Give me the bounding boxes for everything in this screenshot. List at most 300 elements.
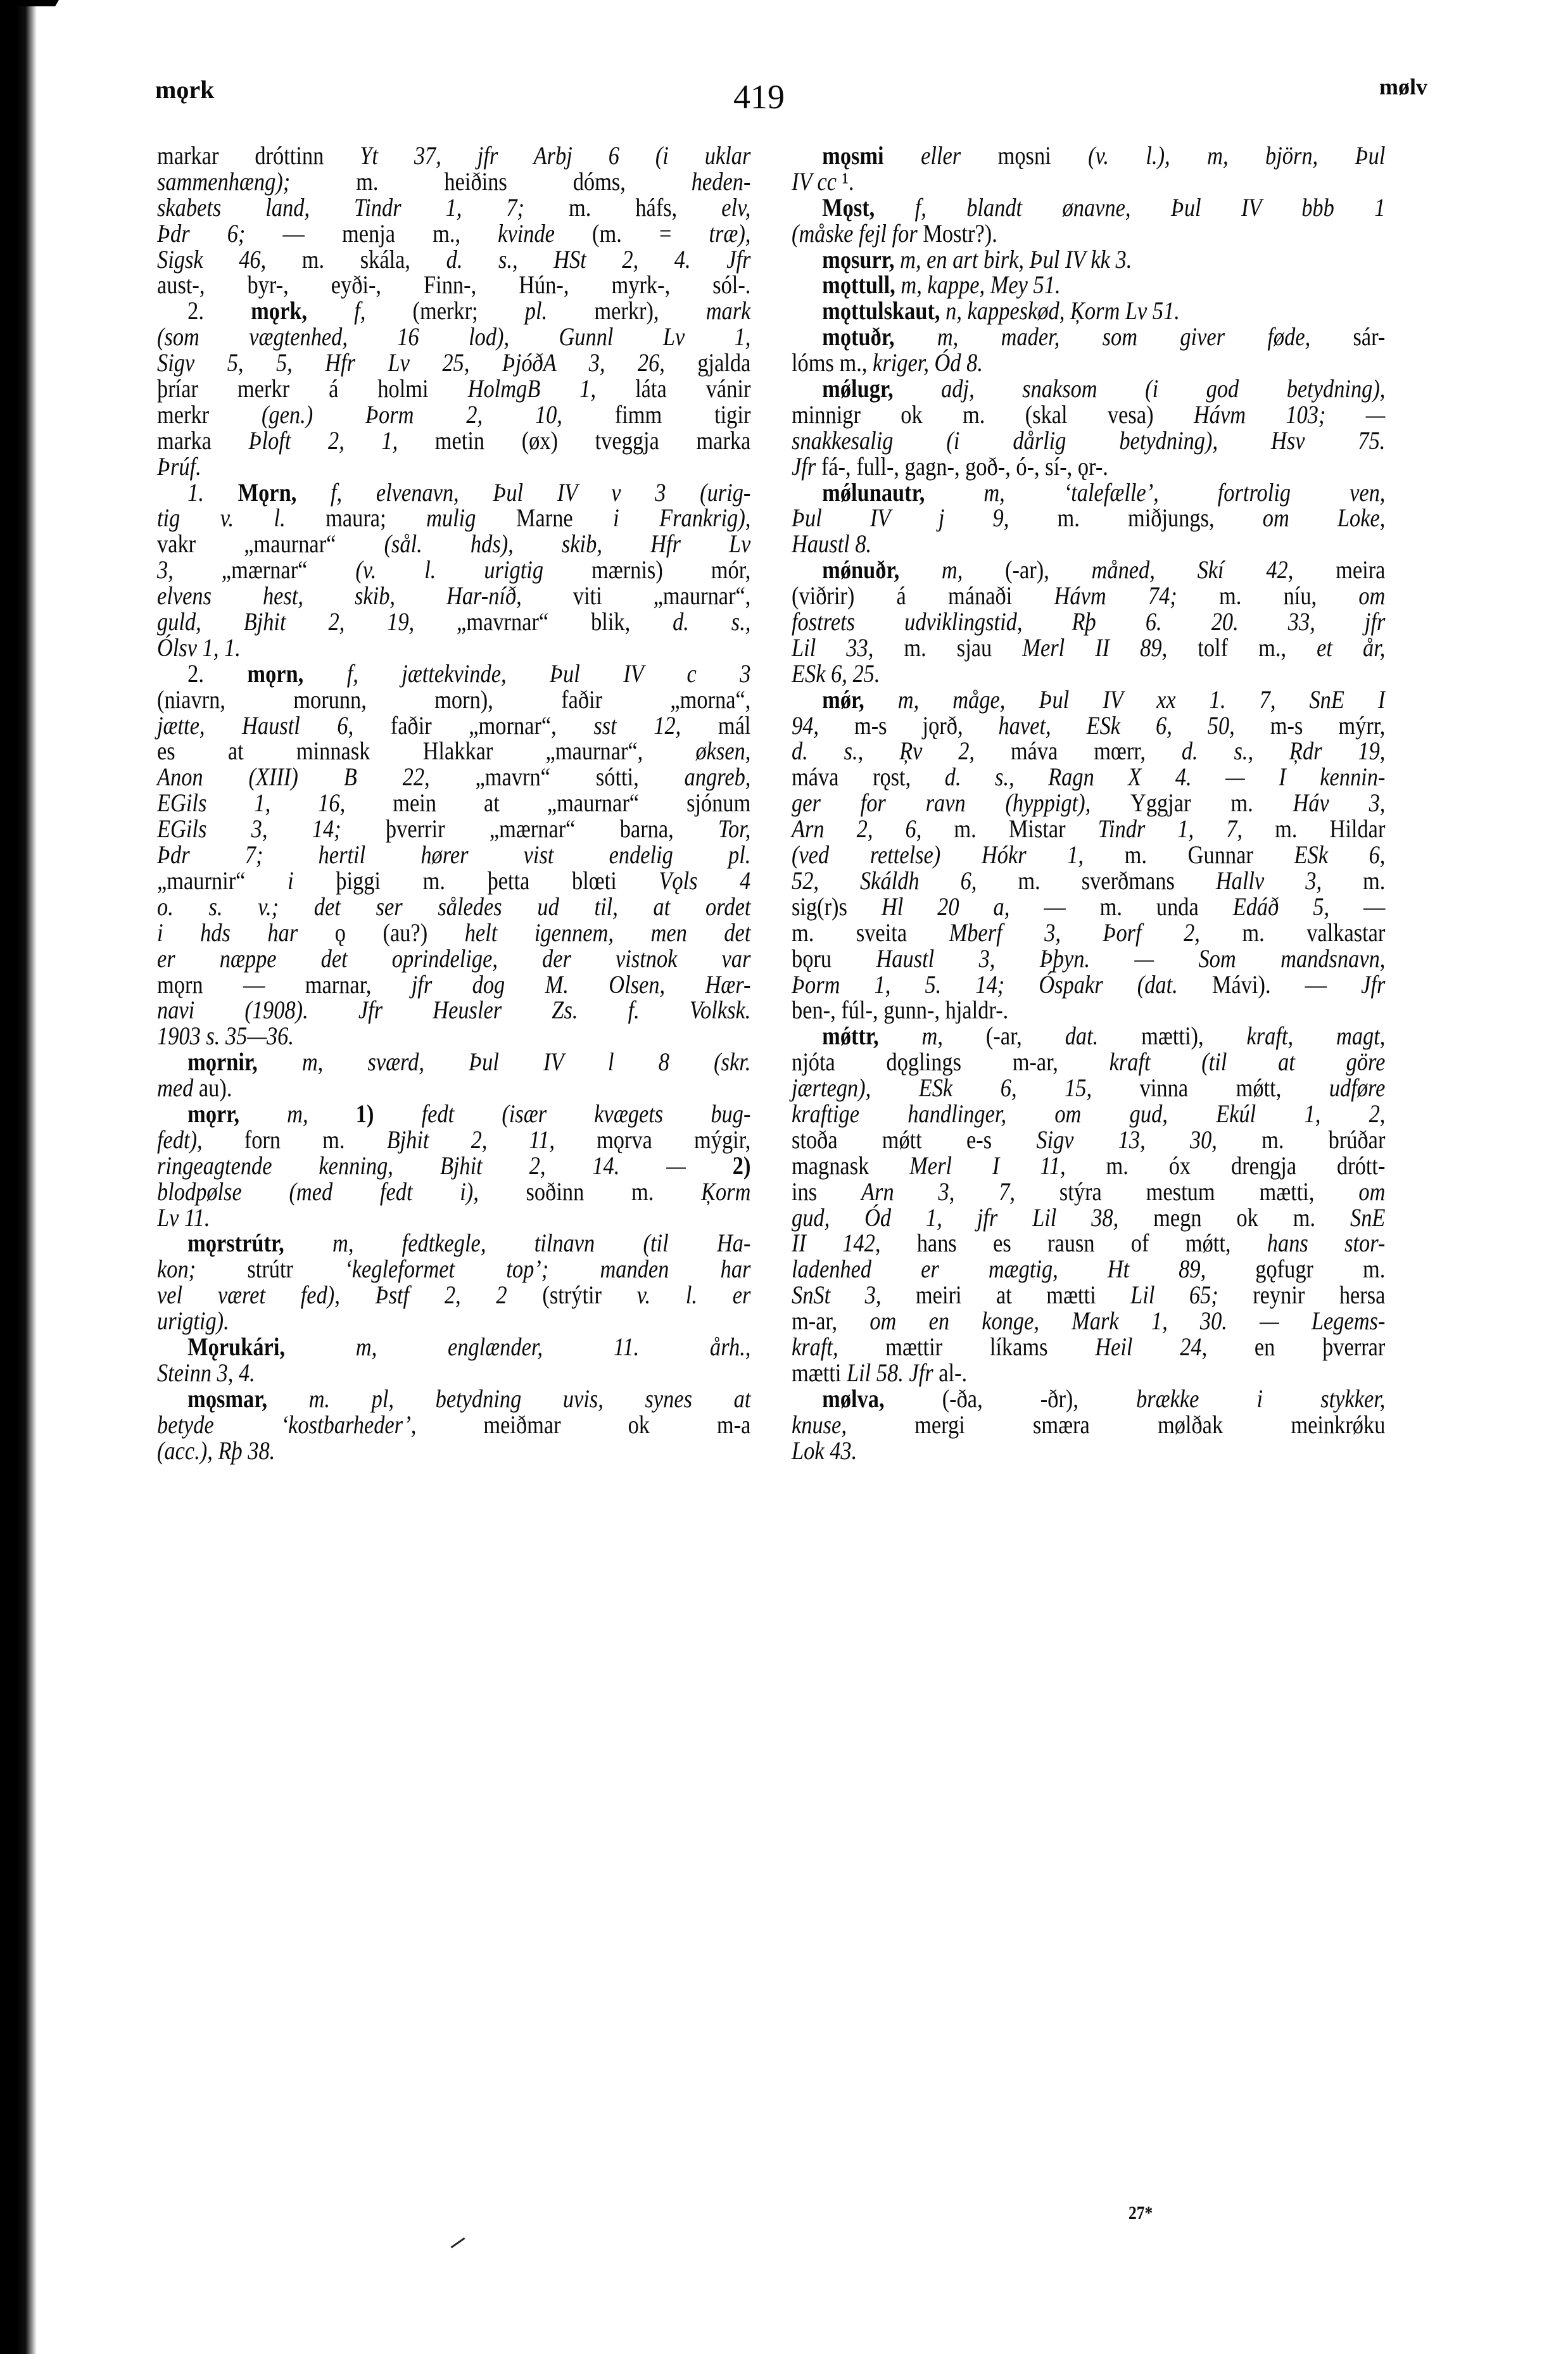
italic-text: o. s. v.; det ser således ud til, at ordet <box>157 892 751 921</box>
text-line <box>157 324 750 350</box>
text-line <box>157 661 750 687</box>
roman-text: m. óx drengja drótt- <box>1106 1151 1386 1180</box>
roman-text: m. sverðmans <box>1018 866 1216 895</box>
headword: mǫsmar, <box>187 1384 309 1413</box>
italic-text: d. s., Ŗv 2, <box>792 737 1011 766</box>
headword: mǫsmi <box>822 141 921 170</box>
text-line <box>792 195 1385 221</box>
italic-text: Sigv 13, 30, <box>1036 1125 1262 1154</box>
italic-text: fedt (især kvægets bug- <box>421 1099 751 1128</box>
italic-text: m, fedtkegle, tilnavn (til Ha- <box>332 1229 751 1258</box>
italic-text: Þdr 7; hertil hører vist endelig pl. <box>157 840 751 870</box>
roman-text: aust-, byr-, eyði-, Finn-, Hún-, myrk-, sól-. <box>157 270 751 300</box>
italic-text: Hl 20 a, <box>881 892 1044 921</box>
italic-text: m, englænder, 11. årh., <box>355 1332 751 1361</box>
roman-text: meiðmar ok m-a <box>483 1410 751 1439</box>
italic-text: Þloft 2, 1, <box>248 426 435 455</box>
italic-text: d. s., Ragn X 4. — I kennin- <box>944 763 1386 792</box>
roman-text: gǫfugr m. <box>1255 1255 1386 1284</box>
roman-text: (merkr; <box>412 296 525 326</box>
roman-text: vinna mǿtt, <box>1139 1073 1329 1103</box>
text-line <box>157 842 750 868</box>
italic-text: m, måge, Þul IV xx 1. 7, SnE I <box>897 685 1386 714</box>
italic-text: kraft, <box>792 1332 886 1361</box>
roman-text: viti „maurnar“, <box>572 581 751 611</box>
italic-text: jfr dog M. Olsen, Hær- <box>411 970 751 999</box>
text-line <box>792 1153 1385 1179</box>
roman-text: „mærnar“ <box>221 555 356 585</box>
italic-text: helt igennem, men det <box>464 918 751 947</box>
roman-text: mergi smæra mølðak meinkrǿku <box>914 1410 1386 1439</box>
italic-text: (ved rettelse) Hókr 1, <box>792 840 1125 870</box>
italic-text: ESk 6, 25. <box>792 659 880 688</box>
roman-text: m. <box>1363 866 1386 895</box>
italic-text: eller <box>921 141 998 170</box>
text-line <box>157 1049 750 1075</box>
italic-text: EGils 3, 14; <box>157 814 386 844</box>
headword: mǿnuðr, <box>822 555 942 585</box>
text-line <box>792 1179 1385 1205</box>
roman-text: m. heiðins dóms, <box>356 167 692 196</box>
roman-text: meira <box>1336 555 1386 585</box>
text-line <box>157 1023 750 1049</box>
text-line <box>157 1153 750 1179</box>
italic-text: vel været fed), Þstf 2, 2 <box>157 1281 543 1310</box>
italic-text: m. pl, betydning uvis, synes at <box>308 1384 751 1413</box>
headword: mǫrk, <box>251 296 355 326</box>
text-line <box>792 1231 1385 1256</box>
italic-text: m, <box>287 1099 356 1128</box>
stray-ink-mark <box>450 2237 465 2248</box>
text-line <box>157 738 750 764</box>
italic-text: fostrets udviklingstid, Rþ 6. 20. 33, jfr <box>792 607 1386 636</box>
roman-text: merkr <box>157 400 262 429</box>
text-line <box>157 1179 750 1205</box>
headword: mǫsurr, <box>822 244 901 274</box>
text-line <box>157 1101 750 1127</box>
text-line <box>157 635 750 661</box>
italic-text: II 142, <box>792 1229 917 1258</box>
text-line <box>157 1231 750 1256</box>
text-line <box>792 790 1385 816</box>
roman-text: sig(r)s <box>792 892 882 921</box>
italic-text: 1. <box>187 478 238 507</box>
italic-text: er næppe det oprindelige, der vistnok var <box>157 944 751 973</box>
text-line <box>792 687 1385 713</box>
italic-text: Heil 24, <box>1095 1332 1255 1361</box>
roman-text: stýra mestum mætti, <box>1059 1177 1359 1206</box>
italic-text: Lil 65; <box>1130 1281 1253 1310</box>
roman-text: lóms m., <box>792 348 873 377</box>
italic-text: m, kappe, Mey 51. <box>901 270 1061 300</box>
text-line <box>792 505 1385 531</box>
text-line <box>157 868 750 894</box>
signature-mark: 27* <box>1129 2203 1153 2224</box>
italic-text: hans stor- <box>1267 1229 1386 1258</box>
roman-text: meiri at mætti <box>915 1281 1131 1310</box>
italic-text: HolmgB 1, <box>467 374 636 403</box>
text-line <box>792 609 1385 635</box>
left-guide-word: mǫrk <box>155 75 215 104</box>
italic-text: d. s., Ŗdr 19, <box>1181 737 1386 766</box>
roman-text: — <box>1363 892 1386 921</box>
roman-text: hans es rausn of mǿtt, <box>916 1229 1267 1258</box>
italic-text: sammenhæng); <box>157 167 357 196</box>
text-line <box>157 1334 750 1360</box>
italic-text: kon; <box>157 1255 248 1284</box>
roman-text: mǫsni <box>997 141 1089 170</box>
italic-text: Lv 11. <box>157 1203 210 1232</box>
roman-text: m. sjau <box>904 633 1023 662</box>
roman-text: mǫrva mýgir, <box>597 1125 751 1154</box>
text-line <box>792 635 1385 661</box>
text-line <box>792 920 1385 946</box>
italic-text: m, ‘talefælle’, fortrolig ven, <box>983 478 1386 507</box>
roman-text: forn m. <box>244 1125 387 1154</box>
italic-text: m, sværd, Þul IV l 8 (skr. <box>301 1047 751 1077</box>
text-line <box>157 531 750 557</box>
italic-text: et år, <box>1317 633 1386 662</box>
roman-text: Marne <box>515 503 614 533</box>
text-line <box>792 1412 1385 1438</box>
italic-text: 3, <box>157 555 222 585</box>
roman-text: magnask <box>792 1151 910 1180</box>
text-line <box>792 842 1385 868</box>
italic-text: jærtegn), ESk 6, 15, <box>792 1073 1140 1103</box>
text-line <box>792 1023 1385 1049</box>
text-line <box>157 272 750 298</box>
roman-text: m-s mýrr, <box>1270 711 1386 740</box>
italic-text: m, en art birk, Þul IV kk 3. <box>900 244 1132 274</box>
text-line <box>792 1049 1385 1075</box>
italic-text: Sigsk 46, <box>157 244 302 274</box>
italic-text: Arn 3, 7, <box>861 1177 1059 1206</box>
italic-text: betyde ‘kostbarheder’, <box>157 1410 484 1439</box>
italic-text: Lil 58. Jfr <box>846 1358 939 1387</box>
italic-text: Merl I 11, <box>909 1151 1106 1180</box>
roman-text: minnigr ok m. (skal vesa) <box>792 400 1194 429</box>
italic-text: ringeagtende kenning, Bjhit 2, 14. — <box>157 1151 733 1180</box>
right-guide-word: mølv <box>1379 74 1427 99</box>
italic-text: Yt 37, jfr Arbj 6 (i uklar <box>360 141 751 170</box>
italic-text: (sål. hds), skib, Hfr Lv <box>384 529 751 559</box>
headword: 2) <box>732 1151 751 1180</box>
text-line <box>792 480 1385 506</box>
text-line <box>157 1386 750 1412</box>
roman-text: njóta dǫglings m-ar, <box>792 1047 1110 1077</box>
text-line <box>792 997 1385 1023</box>
roman-text: — m. unda <box>1044 892 1233 921</box>
text-line <box>157 790 750 816</box>
roman-text: (-ar), <box>1005 555 1092 585</box>
roman-text: metin (øx) tveggja marka <box>434 426 751 455</box>
roman-text: máva rǫst, <box>792 763 945 792</box>
roman-text: m-ar, <box>792 1307 870 1336</box>
roman-text: (-ar, <box>985 1022 1065 1051</box>
italic-text: mulig <box>426 503 516 533</box>
headword: mǿlugr, <box>822 374 942 403</box>
text-line <box>157 376 750 402</box>
italic-text: kraft (til at göre <box>1109 1047 1386 1077</box>
text-line <box>157 350 750 376</box>
text-line <box>792 350 1385 376</box>
text-line <box>157 997 750 1023</box>
roman-text: mætti <box>792 1358 847 1387</box>
roman-text: (viðrir) á mánaði <box>792 581 1054 611</box>
italic-text: Ķorm <box>701 1177 751 1206</box>
text-line <box>157 1438 750 1464</box>
text-line <box>157 1308 750 1334</box>
roman-text: stoða mǿtt e-s <box>792 1125 1037 1154</box>
italic-text: i hds har <box>157 918 335 947</box>
italic-text: mark <box>705 296 751 326</box>
roman-text: Yggjar m. <box>1130 788 1293 818</box>
text-line <box>157 505 750 531</box>
text-line <box>792 661 1385 687</box>
italic-text: Hávm 74; <box>1054 581 1219 611</box>
italic-text: jætte, Haustl 6, <box>157 711 391 740</box>
italic-text: øksen, <box>695 737 751 766</box>
italic-text: med <box>157 1073 199 1103</box>
text-line <box>792 428 1385 454</box>
text-line <box>792 1334 1385 1360</box>
roman-text: m. Gunnar <box>1124 840 1294 870</box>
text-line <box>157 583 750 609</box>
italic-text: i <box>288 866 336 895</box>
text-line <box>792 218 1385 248</box>
roman-text: m-s jǫrð, <box>854 711 999 740</box>
italic-text: 1903 s. 35—36. <box>157 1022 294 1051</box>
italic-text: Hallv 3, <box>1215 866 1363 895</box>
italic-text: snakkesalig (i dårlig betydning), Hsv 75. <box>792 426 1386 455</box>
roman-text: þríar merkr á holmi <box>157 374 468 403</box>
headword: mǫttull, <box>822 270 901 300</box>
roman-text: m. Mistar <box>954 814 1098 844</box>
scan-binding-edge <box>0 0 37 2354</box>
roman-text: ben-, fúl-, gunn-, hjaldr-. <box>792 996 1009 1025</box>
text-line <box>792 1308 1385 1334</box>
roman-text: m. miðjungs, <box>1057 503 1263 533</box>
italic-text: pl. <box>524 296 595 326</box>
roman-text: mál <box>718 711 751 740</box>
italic-text: gud, Ód 1, jfr Lil 38, <box>792 1203 1154 1232</box>
roman-text: m. níu, <box>1218 581 1359 611</box>
italic-text: Haustl 3, Þþyn. — Som mandsnavn, <box>876 944 1386 973</box>
roman-text: al-. <box>939 1358 968 1387</box>
text-line <box>792 298 1385 324</box>
left-column <box>157 143 750 1464</box>
text-line <box>792 713 1385 739</box>
roman-text: (strýtir <box>542 1281 637 1310</box>
text-line <box>157 816 750 842</box>
roman-text: — menja m., <box>282 218 498 248</box>
italic-text: om <box>1358 1177 1386 1206</box>
text-line <box>157 298 750 324</box>
text-line <box>792 894 1385 920</box>
italic-text: (v. l.), m, björn, Þul <box>1088 141 1386 170</box>
italic-text: tig v. l. <box>157 503 326 533</box>
italic-text: skabets land, Tindr 1, 7; <box>157 193 569 222</box>
roman-text: 2. <box>187 659 248 688</box>
text-line <box>792 1386 1385 1412</box>
text-line <box>157 1205 750 1231</box>
roman-text: sár- <box>1353 322 1386 351</box>
italic-text: Ólsv 1, 1. <box>157 633 241 662</box>
italic-text: om en konge, Mark 1, 30. — Legems- <box>869 1307 1386 1336</box>
italic-text: Mberf 3, Þorf 2, <box>949 918 1242 947</box>
italic-text: d. s., <box>673 607 751 636</box>
roman-text: máva mœrr, <box>1010 737 1182 766</box>
italic-text: Lil 33, <box>792 633 904 662</box>
roman-text: láta vánir <box>635 374 751 403</box>
text-line <box>792 764 1385 790</box>
italic-text: om Loke, <box>1262 503 1386 533</box>
text-line <box>157 169 750 195</box>
italic-text: kvinde <box>498 218 593 248</box>
text-line <box>792 868 1385 894</box>
roman-text: mǫrn — marnar, <box>157 970 412 999</box>
roman-text: au). <box>198 1073 232 1103</box>
italic-text: (gen.) Þorm 2, 10, <box>261 400 615 429</box>
italic-text: Hávm 103; — <box>1193 400 1386 429</box>
italic-text: m, <box>941 555 1006 585</box>
roman-text: Mostr?). <box>923 218 997 248</box>
roman-text: „mavrnar“ blik, <box>457 607 673 636</box>
roman-text: es at minnask Hlakkar „maurnar“, <box>157 737 696 766</box>
roman-text: vakr „maurnar“ <box>157 529 384 559</box>
italic-text: elvens hest, skib, Har-níð, <box>157 581 573 611</box>
italic-text: Steinn 3, 4. <box>157 1358 255 1387</box>
italic-text: kriger, Ód 8. <box>873 348 983 377</box>
italic-text: 94, <box>792 711 854 740</box>
headword: mǿlunautr, <box>822 478 984 507</box>
roman-text: reynir hersa <box>1253 1281 1386 1310</box>
roman-text: maura; <box>326 503 427 533</box>
italic-text: 52, Skáldh 6, <box>792 866 1018 895</box>
text-line <box>157 687 750 713</box>
text-line <box>792 169 1385 195</box>
italic-text: adj, snaksom (i god betydning), <box>941 374 1386 403</box>
roman-text: gjalda <box>697 348 751 377</box>
roman-text: Mávi). — <box>1211 970 1362 999</box>
italic-text: v. l. er <box>636 1281 751 1310</box>
roman-text: þiggi m. þetta blœti <box>336 866 659 895</box>
roman-text: m. skála, <box>301 244 446 274</box>
headword: mǫrr, <box>187 1099 288 1128</box>
text-line <box>792 557 1385 583</box>
roman-text: mættir líkams <box>885 1332 1096 1361</box>
text-line <box>157 946 750 972</box>
text-line <box>157 428 750 454</box>
italic-text: måned, Skí 42, <box>1091 555 1336 585</box>
roman-text: en þverrar <box>1254 1332 1386 1361</box>
roman-text: m. sveita <box>792 918 949 947</box>
roman-text: merkr), <box>594 296 706 326</box>
text-line <box>792 1101 1385 1127</box>
italic-text: fedt), <box>157 1125 244 1154</box>
italic-text: Edáð 5, <box>1232 892 1363 921</box>
italic-text: Anon (XIII) B 22, <box>157 763 476 792</box>
italic-text: Arn 2, 6, <box>792 814 954 844</box>
text-line <box>792 402 1385 428</box>
italic-text: Jfr <box>792 452 821 481</box>
italic-text: blodpølse (med fedt i), <box>157 1177 526 1206</box>
italic-text: sst 12, <box>593 711 718 740</box>
text-line <box>792 1360 1385 1386</box>
text-line <box>792 1127 1385 1153</box>
roman-text: mein at „maurnar“ sjónum <box>393 788 751 818</box>
italic-text: EGils 1, 16, <box>157 788 393 818</box>
italic-text: træ), <box>709 218 751 248</box>
roman-text: 2. <box>187 296 251 326</box>
text-line <box>157 557 750 583</box>
page-number: 419 <box>733 78 785 116</box>
italic-text: (v. l. urigtig <box>355 555 592 585</box>
text-line <box>792 1075 1385 1101</box>
roman-text: fimm tigir <box>614 400 751 429</box>
italic-text: SnE <box>1350 1203 1386 1232</box>
text-line <box>792 738 1385 764</box>
italic-text: ger for ravn (hyppigt), <box>792 788 1130 818</box>
roman-text: (m. = <box>592 218 709 248</box>
headword: 1) <box>355 1099 422 1128</box>
headword: mǫttulskaut, <box>822 296 946 326</box>
text-line <box>792 244 1385 274</box>
italic-text: Tindr 1, 7, <box>1097 814 1275 844</box>
text-line <box>157 1127 750 1153</box>
roman-text: strútr <box>247 1255 345 1284</box>
headword: mǫrn, <box>247 659 347 688</box>
text-line <box>157 480 750 506</box>
text-line <box>157 713 750 739</box>
text-line <box>157 244 751 274</box>
headword: mǫtuðr, <box>822 322 937 351</box>
roman-text: „maurnir“ <box>157 866 288 895</box>
italic-text: f, elvenavn, Þul IV v 3 (urig- <box>330 478 751 507</box>
text-line <box>792 531 1385 557</box>
text-line <box>792 816 1385 842</box>
headword: mǿttr, <box>822 1022 922 1051</box>
text-line <box>157 894 750 920</box>
roman-text: ǫ (au?) <box>334 918 465 947</box>
headword: mølva, <box>822 1384 942 1413</box>
text-line <box>157 1360 750 1386</box>
italic-text: Þdr 6; <box>157 218 283 248</box>
text-line <box>157 1412 750 1438</box>
text-line <box>792 1282 1385 1308</box>
roman-text: (niavrn, morunn, morn), faðir „morna“, <box>157 685 751 714</box>
roman-text: mætti), <box>1141 1022 1247 1051</box>
italic-text: m, <box>921 1022 986 1051</box>
italic-text: kraft, magt, <box>1246 1022 1386 1051</box>
italic-text: dat. <box>1065 1022 1142 1051</box>
italic-text: Lok 43. <box>792 1436 857 1465</box>
italic-text: urigtig). <box>157 1307 229 1336</box>
text-line <box>157 402 750 428</box>
headword: mǫrstrútr, <box>187 1229 332 1258</box>
text-line <box>792 1256 1385 1282</box>
text-line <box>792 454 1385 480</box>
text-line <box>157 218 751 248</box>
italic-text: f, blandt ønavne, Þul IV bbb 1 <box>914 193 1386 222</box>
roman-text: „mavrn“ sótti, <box>475 763 685 792</box>
roman-text: m. háfs, <box>569 193 722 222</box>
headword: Mǫrn, <box>237 478 331 507</box>
italic-text: Háv 3, <box>1293 788 1386 818</box>
roman-text: m. valkastar <box>1242 918 1386 947</box>
italic-text: guld, Bjhit 2, 19, <box>157 607 457 636</box>
text-line <box>157 609 750 635</box>
